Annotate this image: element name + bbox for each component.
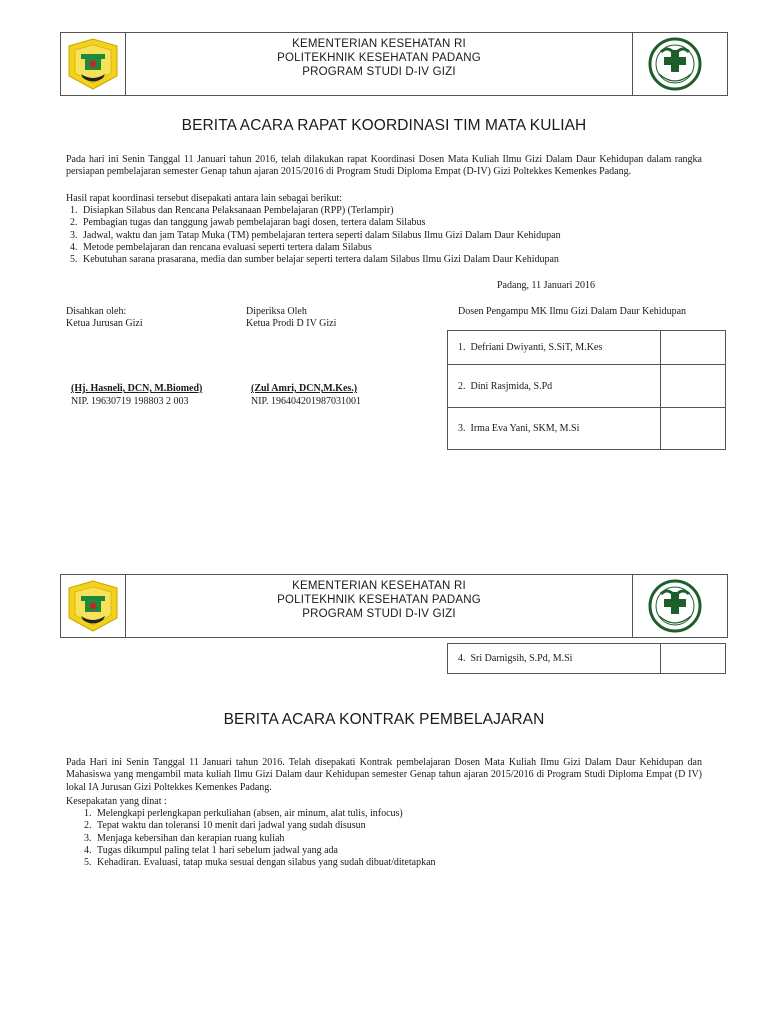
lecturer-cell: 1. Defriani Dwiyanti, S.SiT, M.Kes [448,331,661,365]
header-program: PROGRAM STUDI D-IV GIZI [302,608,456,620]
date-place: Padang, 11 Januari 2016 [497,280,595,291]
letterhead-right-cell [632,33,727,95]
letterhead-text [125,37,633,79]
signature-cell [661,331,726,365]
list-item: 4. Tugas dikumpul paling telat 1 hari sebelum jadwal yang ada [84,844,338,856]
list-item: 2. Pembagian tugas dan tanggung jawab pembelajaran bagi dosen, tertera dalam Silabus [70,217,426,229]
bakti-husada-logo-icon [647,578,703,634]
bakti-husada-logo-icon [647,36,703,92]
section2-title: BERITA ACARA KONTRAK PEMBELAJARAN [223,711,545,728]
table-row [448,365,726,408]
list-item: 5. Kebutuhan sarana prasarana, media dan sumber belajar seperti tertera dalam Silabus Ilmu Gizi Dalam Daur Kehidupan [70,254,559,266]
lecturers-table-continued [447,643,726,674]
lecturer-cell: 4. Sri Darnigsih, S.Pd, M.Si [448,644,661,674]
table-row [448,331,726,365]
section2-intro: Pada Hari ini Senin Tanggal 11 Januari tahun 2016. Telah disepakati Kontrak pembelajaran Dosen Mata Kuliah Ilmu Gizi Dalam Daur Kehidupan dan Mahasiswa yang mengambil mata kuliah Ilmu Gizi Dalam daur Kehidupan semester Genap tahun ajaran 2015/2016 di Program Studi Diploma Empat (D IV) lokal IA Jurusan Gizi Poltekkes Kemenkes Padang. [66,757,702,793]
list-item: 5. Kehadiran. Evaluasi, tatap muka sesuai dengan silabus yang sudah dibuat/ditetapkan [84,857,436,869]
approved-label: Disahkan oleh: [66,306,127,317]
section2-agreement-label: Kesepakatan yang dinat : [66,796,167,807]
lecturer-cell: 2. Dini Rasjmida, S.Pd [448,365,661,408]
checked-label: Diperiksa Oleh [246,306,307,317]
signer2-name: (Zul Amri, DCN,M.Kes.) [251,383,358,394]
signer1-name: (Hj. Hasneli, DCN, M.Biomed) [71,383,203,394]
section1-intro: Pada hari ini Senin Tanggal 11 Januari tahun 2016, telah dilakukan rapat Koordinasi Dosen Mata Kuliah Ilmu Gizi Dalam Daur Kehidupan dalam rangka persiapan pembelajaran semester Genap tahun ajaran 2015/2016 di Program Studi Diploma Empat (D-IV) Gizi Poltekkes Kemenkes Padang. [66,154,702,178]
section1-result-label: Hasil rapat koordinasi tersebut disepakati antara lain sebagai berikut: [66,193,343,204]
header-ministry: KEMENTERIAN KESEHATAN RI [292,38,466,50]
section1-agenda-list [70,205,561,266]
lecturers-table [447,330,726,450]
letterhead-left-cell [61,33,126,95]
list-item: 4. Metode pembelajaran dan rencana evaluasi seperti tertera dalam Silabus [70,241,372,253]
table-row [448,644,726,674]
signature-cell [661,644,726,674]
list-item: 1. Melengkapi perlengkapan perkuliahan (absen, air minum, alat tulis, infocus) [84,808,403,819]
lecturer-cell: 3. Irma Eva Yani, SKM, M.Si [448,408,661,450]
list-item: 3. Jadwal, waktu dan jam Tatap Muka (TM) pembelajaran tertera seperti dalam Silabus Ilmu Gizi Dalam Daur Kehidupan [70,229,561,241]
letterhead-right-cell [632,575,727,637]
letterhead-top [60,32,728,96]
poltekkes-logo-icon [65,36,121,92]
section1-title: BERITA ACARA RAPAT KOORDINASI TIM MATA KULIAH [181,117,587,134]
header-institution: POLITEKHNIK KESEHATAN PADANG [277,52,481,64]
list-item: 2. Tepat waktu dan toleransi 10 menit dari jadwal yang sudah disusun [84,820,366,832]
checked-role: Ketua Prodi D IV Gizi [246,318,337,329]
letterhead-second [60,574,728,638]
signer2-nip: NIP. 196404201987031001 [251,396,362,407]
section2-agreement-list [84,808,436,869]
header-institution: POLITEKHNIK KESEHATAN PADANG [277,594,481,606]
list-item: 1. Disiapkan Silabus dan Rencana Pelaksanaan Pembelajaran (RPP) (Terlampir) [70,205,394,216]
signature-cell [661,408,726,450]
signer1-nip: NIP. 19630719 198803 2 003 [71,396,189,407]
lecturers-label: Dosen Pengampu MK Ilmu Gizi Dalam Daur Kehidupan [458,306,687,317]
letterhead-left-cell [61,575,126,637]
header-program: PROGRAM STUDI D-IV GIZI [302,66,456,78]
table-row [448,408,726,450]
header-ministry: KEMENTERIAN KESEHATAN RI [292,580,466,592]
signature-cell [661,365,726,408]
list-item: 3. Menjaga kebersihan dan kerapian ruang kuliah [84,832,285,844]
approved-role: Ketua Jurusan Gizi [66,318,143,329]
poltekkes-logo-icon [65,578,121,634]
letterhead-text [125,579,633,621]
